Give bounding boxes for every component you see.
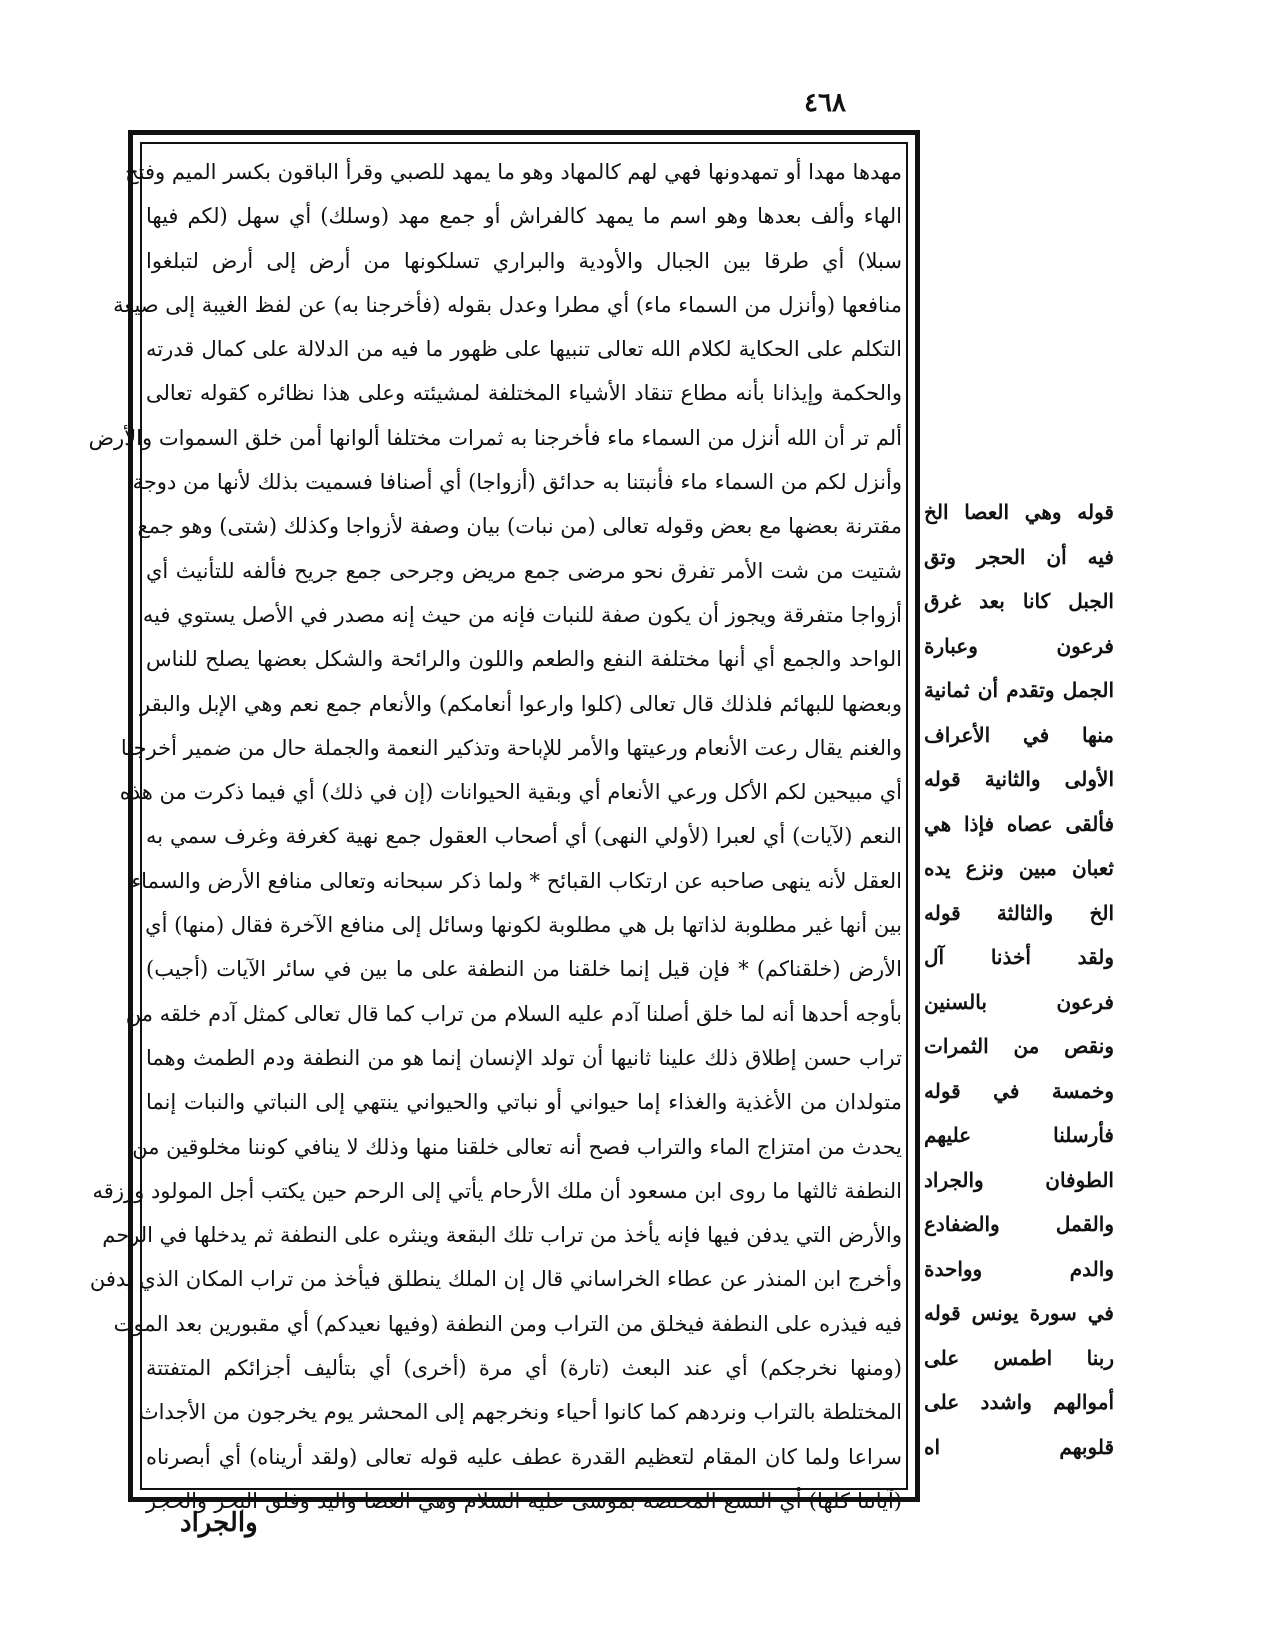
text-line: أزواجا متفرقة ويجوز أن يكون صفة للنبات فإنه من حيث إنه مصدر في الأصل يستوي فيه [142,602,902,627]
text-line: النعم (لآيات) أي لعبرا (لأولي النهى) أي أصحاب العقول جمع نهية كغرفة وغرف سمي به [146,824,902,849]
text-line: شتيت من شت الأمر تفرق نحو مرضى جمع مريض وجرحى جمع جريح فألفه للتأنيث أي [146,558,902,583]
text-line: وأنزل لكم من السماء ماء فأنبتنا به حدائق (أزواجا) أي أصنافا فسميت بذلك لأنها من دوجة [132,470,902,495]
text-line: أي مبيحين لكم الأكل ورعي الأنعام أي وبقية الحيوانات (إن في ذلك) أي فيما ذكرت من هذه [119,780,902,805]
text-line: والغنم يقال رعت الأنعام ورعيتها والأمر للإباحة وتذكير النعمة والجملة حال من ضمير أخرجنا [120,735,902,760]
margin-note-line: ثعبان مبين ونزع يده [924,856,1114,880]
margin-note-line: الخ والثالثة قوله [924,900,1114,925]
text-line: المختلطة بالتراب ونردهم كما كانوا أحياء ونخرجهم إلى المحشر يوم يخرجون من الأجداث [138,1400,902,1425]
text-line: (ومنها نخرجكم) أي عند البعث (تارة) أي مرة (أخرى) أي بتأليف أجزائكم المتفتتة [146,1356,902,1381]
text-line: فيه فيذره على النطفة فيخلق من التراب ومن النطفة (وفيها نعيدكم) أي مقبورين بعد الموت [113,1311,902,1336]
margin-note-line: وخمسة في قوله [924,1078,1114,1103]
text-line: النطفة ثالثها ما روى ابن مسعود أن ملك الأرحام يأتي إلى الرحم حين يكتب أجل المولود ورزقه [92,1178,902,1203]
marginal-note [924,490,1114,1470]
text-line: تراب حسن إطلاق ذلك علينا ثانيها أن تولد الإنسان إنما هو من النطفة ودم الطمث وهما [146,1045,902,1070]
margin-note-line: فرعون بالسنين [924,989,1114,1014]
margin-note-line: قلوبهم اه [924,1434,1114,1459]
margin-note-line: الجمل وتقدم أن ثمانية [924,678,1114,702]
text-line: متولدان من الأغذية والغذاء إما حيواني أو نباتي والحيواني ينتهي إلى النباتي والنبات إنما [146,1090,902,1115]
margin-note-line: فيه أن الحجر وتق [924,544,1114,569]
text-line: مهدها مهدا أو تمهدونها فهي لهم كالمهاد وهو ما يمهد للصبي وقرأ الباقون بكسر الميم وفتح [125,160,902,184]
text-line: التكلم على الحكاية لكلام الله تعالى تنبيها على ظهور ما فيه من الدلالة على كمال قدرته [146,337,902,362]
text-line: بأوجه أحدها أنه لما خلق أصلنا آدم عليه السلام من تراب كما قال تعالى كمثل آدم خلقه من [125,1001,902,1026]
margin-note-line: فأرسلنا عليهم [924,1123,1114,1147]
text-line: والحكمة وإيذانا بأنه مطاع تنقاد الأشياء المختلفة لمشيئته وعلى هذا نظائره كقوله تعالى [146,381,902,406]
text-line: (آياتنا كلها) أي التسع المختصة بموسى عليه السلام وهي العصا واليد وفلق البحر والحجر [146,1488,902,1513]
text-line: العقل لأنه ينهى صاحبه عن ارتكاب القبائح * ولما ذكر سبحانه وتعالى منافع الأرض والسماء [131,868,902,893]
margin-note-line: والقمل والضفادع [924,1212,1114,1236]
margin-note-line: منها في الأعراف [924,722,1114,747]
margin-note-line: والدم وواحدة [924,1256,1114,1281]
text-line: ألم تر أن الله أنزل من السماء ماء فأخرجنا به ثمرات مختلفا ألوانها أمن خلق السموات والأرض [88,425,902,450]
text-line: الأرض (خلقناكم) * فإن قيل إنما خلقنا من النطفة على ما بين في سائر الآيات (أجيب) [146,957,902,982]
text-line: الواحد والجمع أي أنها مختلفة النفع والطعم واللون والرائحة والشكل بعضها يصلح للناس [146,647,902,672]
margin-note-line: ونقص من الثمرات [924,1034,1114,1058]
margin-note-line: في سورة يونس قوله [924,1301,1114,1325]
page-number: ٤٦٨ [804,88,846,118]
margin-note-line: الجبل كانا بعد غرق [924,589,1114,613]
main-text-body [88,150,902,1513]
margin-note-line: الطوفان والجراد [924,1167,1114,1192]
text-line: الهاء وألف بعدها وهو اسم ما يمهد كالفراش أو جمع مهد (وسلك) أي سهل (لكم فيها [146,204,902,229]
margin-note-line: ولقد أخذنا آل [924,945,1114,969]
text-line: وأخرج ابن المنذر عن عطاء الخراساني قال إن الملك ينطلق فيأخذ من تراب المكان الذي يدفن [89,1267,902,1292]
margin-note-line: فرعون وعبارة [924,633,1114,658]
margin-note-line: أموالهم واشدد على [924,1390,1114,1414]
text-line: سراعا ولما كان المقام لتعظيم القدرة عطف عليه قوله تعالى (ولقد أريناه) أي أبصرناه [146,1444,902,1469]
text-line: والأرض التي يدفن فيها فإنه يأخذ من تراب تلك البقعة وينثره على النطفة ثم يدخلها في الرحم [102,1223,902,1248]
margin-note-line: الأولى والثانية قوله [924,767,1114,791]
text-line: مقترنة بعضها مع بعض وقوله تعالى (من نبات) بيان وصفة لأزواجا وكذلك (شتى) وهو جمع [137,514,902,539]
text-line: منافعها (وأنزل من السماء ماء) أي مطرا وعدل بقوله (فأخرجنا به) عن لفظ الغيبة إلى صيغة [113,292,902,317]
text-line: وبعضها للبهائم فلذلك قال تعالى (كلوا وارعوا أنعامكم) والأنعام جمع نعم وهي الإبل والبقر [139,691,902,716]
margin-note-line: قوله وهي العصا الخ [924,500,1114,524]
margin-note-line: فألقى عصاه فإذا هي [924,811,1114,836]
margin-note-line: ربنا اطمس على [924,1345,1114,1370]
text-line: بين أنها غير مطلوبة لذاتها بل هي مطلوبة لكونها وسائل إلى منافع الآخرة فقال (منها) أي [145,913,902,938]
text-line: يحدث من امتزاج الماء والتراب فصح أنه تعالى خلقنا منها وذلك لا ينافي كوننا مخلوقين من [132,1134,902,1159]
text-line: سبلا) أي طرقا بين الجبال والأودية والبراري تسلكونها من أرض إلى أرض لتبلغوا [146,248,902,273]
catchword: والجراد [180,1508,258,1538]
